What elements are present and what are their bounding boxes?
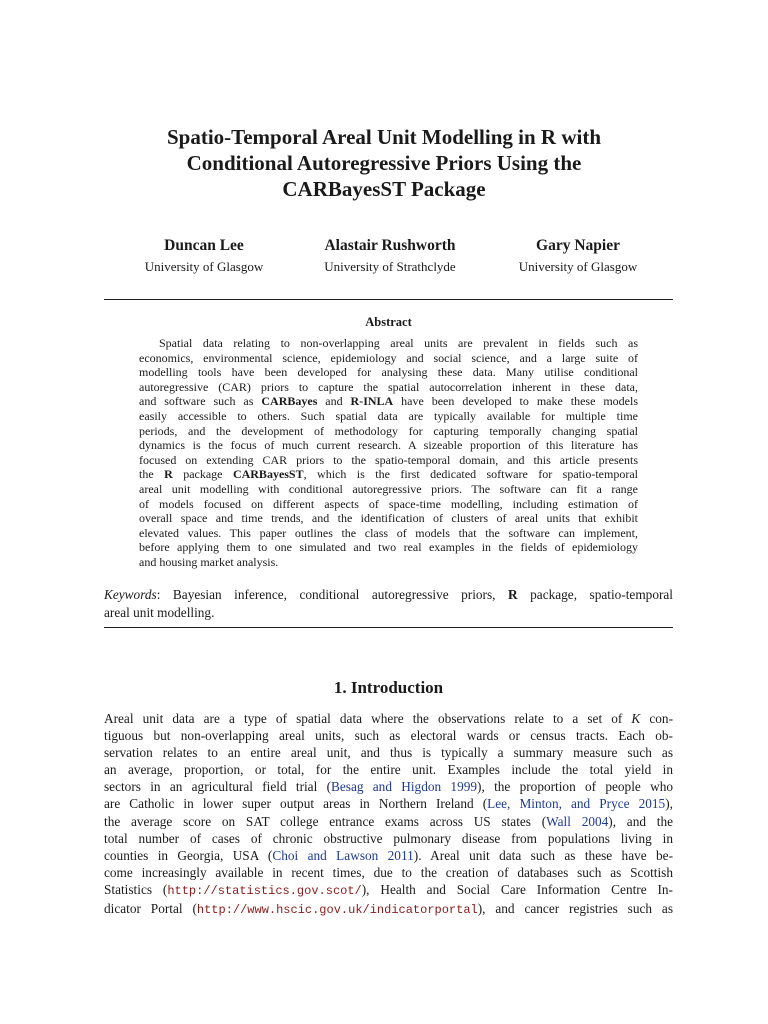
introduction-line <box>104 881 673 900</box>
introduction-text: tiguous but non-overlapping areal units, such as electoral wards or census tracts. Each ob- <box>104 728 673 744</box>
introduction-text: dicator Portal ( <box>104 901 197 917</box>
citation-link[interactable]: Besag and Higdon 1999 <box>331 779 478 795</box>
introduction-line <box>104 778 673 795</box>
author-name: Gary Napier <box>536 237 620 254</box>
keywords-r: R <box>508 587 518 602</box>
abstract-line: dynamics is the focus of much current research. A sizeable proportion of this literature has <box>139 438 638 453</box>
abstract-line: overall space and time trends, and the identification of clusters of areal units that exhibit <box>139 511 638 526</box>
paper-title <box>60 124 708 202</box>
title-line: Conditional Autoregressive Priors Using the <box>186 151 582 175</box>
section-heading-introduction: 1. Introduction <box>333 678 444 697</box>
math-symbol: K <box>631 711 641 726</box>
introduction-text: con- <box>640 711 673 726</box>
url-link[interactable]: http://statistics.gov.scot/ <box>167 883 362 898</box>
author-block <box>290 236 490 276</box>
abstract-line: before applying them to one simulated and two real examples in the fields of epidemiology <box>139 540 638 555</box>
abstract-heading: Abstract <box>365 315 412 329</box>
rinla-name: R-INLA <box>350 394 394 409</box>
url-link[interactable]: http://www.hscic.gov.uk/indicatorportal <box>196 903 478 918</box>
abstract-line: elevated values. This paper outlines the class of models that the software can implement, <box>139 525 638 540</box>
carbayes-name: CARBayes <box>261 394 318 409</box>
bottom-divider <box>104 627 673 628</box>
author-affiliation: University of Glasgow <box>144 259 264 274</box>
author-name: Duncan Lee <box>164 237 244 254</box>
introduction-text: are Catholic in lower super output areas in Northern Ireland ( <box>104 796 488 812</box>
title-line: Spatio-Temporal Areal Unit Modelling in R with <box>166 125 602 149</box>
title-line: CARBayesST Package <box>282 177 486 201</box>
introduction-text: an average, proportion, or total, for the entire unit. Examples include the total yield in <box>104 762 673 778</box>
introduction-line <box>104 727 673 744</box>
abstract-text: package <box>172 467 233 482</box>
abstract-text: , which is the first dedicated software for spatio-temporal <box>303 467 638 482</box>
keywords-line: areal unit modelling. <box>104 605 215 620</box>
abstract-line: autoregressive (CAR) priors to capture the spatial autocorrelation inherent in these data, <box>139 379 638 394</box>
introduction-text: ), the proportion of people who <box>477 779 673 795</box>
introduction-text: ), and the <box>608 813 673 829</box>
abstract-line: of models focused on different aspects of space-time modelling, including estimation of <box>139 496 638 511</box>
introduction-text: total number of cases of chronic obstructive pulmonary disease from populations living in <box>104 830 673 846</box>
abstract-line <box>139 394 638 409</box>
introduction-line <box>104 813 673 830</box>
introduction-text: come increasingly available in recent times, due to the creation of databases such as Scottish <box>104 864 673 880</box>
abstract-line: economics, environmental science, epidemiology and social science, and a large suite of <box>139 350 638 365</box>
introduction-text: sectors in an agricultural field trial ( <box>104 779 331 795</box>
abstract-line: easily accessible to others. Such spatial data are typically available for multiple time <box>139 408 638 423</box>
introduction-text: counties in Georgia, USA ( <box>104 847 273 863</box>
abstract-text: and <box>317 394 351 409</box>
introduction-text: the average score on SAT college entrance exams across US states ( <box>104 813 547 829</box>
keywords-text: package, spatio-temporal <box>517 587 673 602</box>
r-name: R <box>164 467 173 482</box>
author-block <box>104 236 304 276</box>
introduction-line <box>104 710 673 727</box>
citation-link[interactable]: Wall 2004 <box>546 813 609 829</box>
introduction-line <box>104 900 673 919</box>
author-block <box>478 236 678 276</box>
keywords-text: : Bayesian inference, conditional autoregressive priors, <box>156 587 509 602</box>
top-divider <box>104 299 673 300</box>
introduction-body <box>104 710 673 919</box>
abstract-line: periods, and the development of methodology for capturing temporally changing spatial <box>139 423 638 438</box>
abstract-line: areal unit modelling with conditional autoregressive priors. The software can fit a range <box>139 481 638 496</box>
abstract-body <box>139 336 638 570</box>
abstract-text: and software such as <box>139 394 262 409</box>
keywords-line <box>104 586 673 604</box>
introduction-text: Statistics ( <box>104 881 168 897</box>
introduction-line <box>104 744 673 761</box>
introduction-line <box>104 830 673 847</box>
introduction-line <box>104 847 673 864</box>
abstract-text: the <box>139 467 165 482</box>
introduction-text: ), and cancer registries such as <box>477 901 673 917</box>
abstract-line: and housing market analysis. <box>139 554 279 569</box>
abstract-line: modelling tools have been developed for analysing these data. Many utilise conditional <box>139 365 638 380</box>
keywords-block <box>104 586 673 622</box>
keywords-label: Keywords <box>104 587 157 602</box>
introduction-line <box>104 864 673 881</box>
author-name: Alastair Rushworth <box>324 237 456 254</box>
carbayesst-name: CARBayesST <box>232 467 304 482</box>
abstract-line: Spatial data relating to non-overlapping areal units are prevalent in fields such as <box>159 336 638 350</box>
abstract-text: have been developed to make these models <box>393 394 638 409</box>
introduction-text: Areal unit data are a type of spatial data where the observations relate to a set of <box>104 711 632 726</box>
abstract-line <box>139 467 638 482</box>
introduction-line <box>104 795 673 812</box>
author-affiliation: University of Glasgow <box>518 259 638 274</box>
author-affiliation: University of Strathclyde <box>324 259 456 274</box>
citation-link[interactable]: Choi and Lawson 2011 <box>272 847 414 863</box>
introduction-line <box>104 761 673 778</box>
introduction-text: ), <box>665 796 673 812</box>
citation-link[interactable]: Lee, Minton, and Pryce 2015 <box>487 796 666 812</box>
introduction-text: ). Areal unit data such as these have be- <box>413 847 674 863</box>
introduction-text: servation relates to an entire areal unit, and thus is typically a summary measure such as <box>104 745 673 761</box>
introduction-text: ), Health and Social Care Information Centre In- <box>361 881 673 897</box>
abstract-line: focused on extending CAR priors to the spatio-temporal domain, and this article presents <box>139 452 638 467</box>
